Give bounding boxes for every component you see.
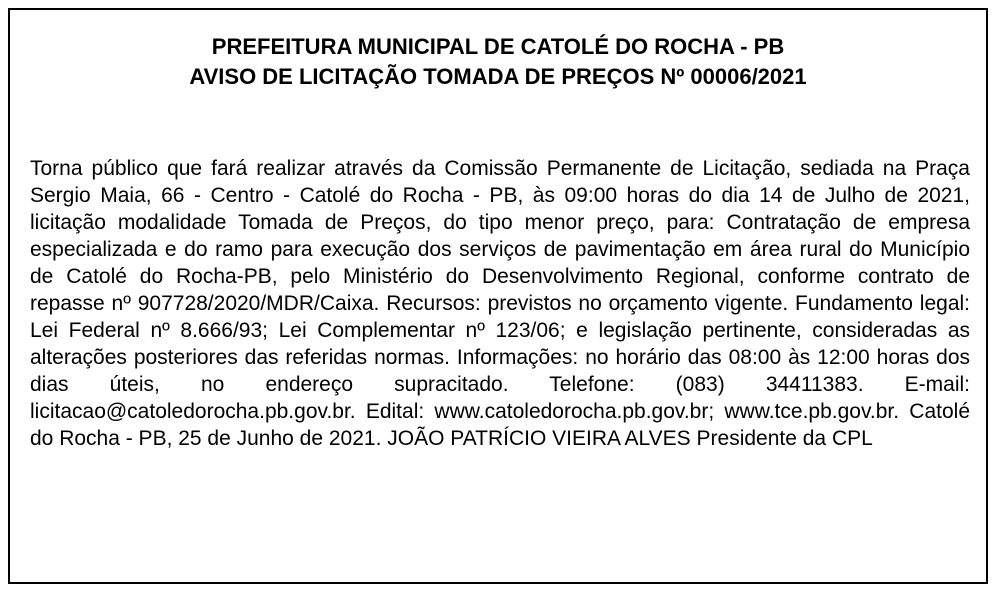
issuer-title: PREFEITURA MUNICIPAL DE CATOLÉ DO ROCHA - PB (211, 34, 785, 59)
notice-title: AVISO DE LICITAÇÃO TOMADA DE PREÇOS Nº 00006/2021 (189, 64, 807, 89)
notice-frame (8, 8, 988, 584)
notice-body: Torna público que fará realizar através da Comissão Permanente de Licitação, sediada na Praça Sergio Maia, 66 - Centro - Catolé do Rocha - PB, às 09:00 horas do dia 14 de Julho de 2021, licitação modalidade Tomada de Preços, do tipo menor preço, para: Contratação de empresa especializada e do ramo para execução dos serviços de pavimentação em área rural do Município de Catolé do Rocha-PB, pelo Ministério do Desenvolvimento Regional, conforme contrato de repasse nº 907728/2020/MDR/Caixa. Recursos: previstos no orçamento vigente. Fundamento legal: Lei Federal nº 8.666/93; Lei Complementar nº 123/06; e legislação pertinente, consideradas as alterações posteriores das referidas normas. Informações: no horário das 08:00 às 12:00 horas dos dias úteis, no endereço supracitado. Telefone: (083) 34411383. E-mail: licitacao@catoledorocha.pb.gov.br. Edital: www.catoledorocha.pb.gov.br; www.tce.pb.gov.br. Catolé do Rocha - PB, 25 de Junho de 2021. JOÃO PATRÍCIO VIEIRA ALVES Presidente da CPL (30, 157, 970, 450)
notice-header (10, 32, 986, 92)
